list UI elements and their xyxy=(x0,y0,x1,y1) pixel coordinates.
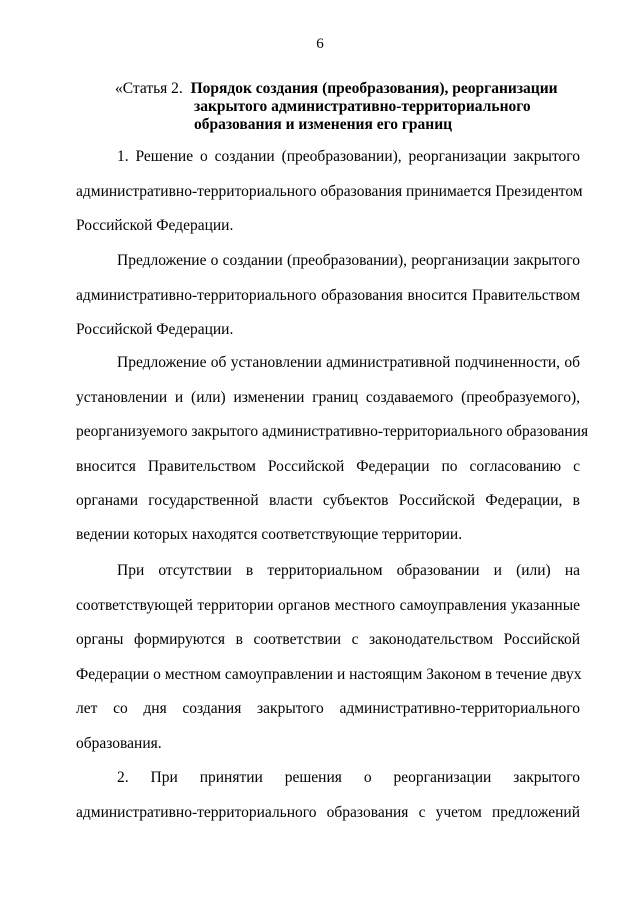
paragraph-2-line-2: административно-территориального образования вносится Правительством xyxy=(76,287,580,304)
paragraph-4-line-1: При отсутствии в территориальном образовании и (или) на xyxy=(117,562,580,579)
paragraph-3-line-3: реорганизуемого закрытого административно-территориального образования xyxy=(76,423,589,440)
article-title-line-1: Порядок создания (преобразования), реорганизации xyxy=(190,80,558,97)
paragraph-1-line-3: Российской Федерации. xyxy=(76,217,234,234)
article-number: «Статья 2. xyxy=(115,80,183,97)
paragraph-4-line-5: лет со дня создания закрытого административно-территориального xyxy=(76,700,580,717)
paragraph-5-line-2: административно-территориального образования с учетом предложений xyxy=(76,804,580,821)
paragraph-4-line-3: органы формируются в соответствии с законодательством Российской xyxy=(76,631,580,648)
paragraph-1-line-2: административно-территориального образования принимается Президентом xyxy=(76,183,583,200)
paragraph-2-line-3: Российской Федерации. xyxy=(76,321,234,338)
paragraph-4-line-6: образования. xyxy=(76,735,162,752)
paragraph-3-line-2: установлении и (или) изменении границ создаваемого (преобразуемого), xyxy=(76,389,580,406)
article-title-line-3: образования и изменения его границ xyxy=(194,116,453,133)
page-number: 6 xyxy=(316,36,324,52)
paragraph-3-line-1: Предложение об установлении административной подчиненности, об xyxy=(117,354,580,371)
paragraph-4-line-2: соответствующей территории органов местного самоуправления указанные xyxy=(76,597,580,614)
paragraph-5-line-1: 2. При принятии решения о реорганизации закрытого xyxy=(117,769,580,786)
paragraph-3-line-5: органами государственной власти субъектов Российской Федерации, в xyxy=(76,492,580,509)
paragraph-3-line-6: ведении которых находятся соответствующие территории. xyxy=(76,526,463,543)
article-heading xyxy=(115,80,595,134)
article-title-line-2: закрытого административно-территориального xyxy=(194,98,531,115)
paragraph-1-line-1: 1. Решение о создании (преобразовании), реорганизации закрытого xyxy=(117,148,580,165)
paragraph-3-line-4: вносится Правительством Российской Федерации по согласованию с xyxy=(76,458,580,475)
paragraph-4-line-4: Федерации о местном самоуправлении и настоящим Законом в течение двух xyxy=(76,666,582,683)
paragraph-2-line-1: Предложение о создании (преобразовании), реорганизации закрытого xyxy=(117,252,580,269)
